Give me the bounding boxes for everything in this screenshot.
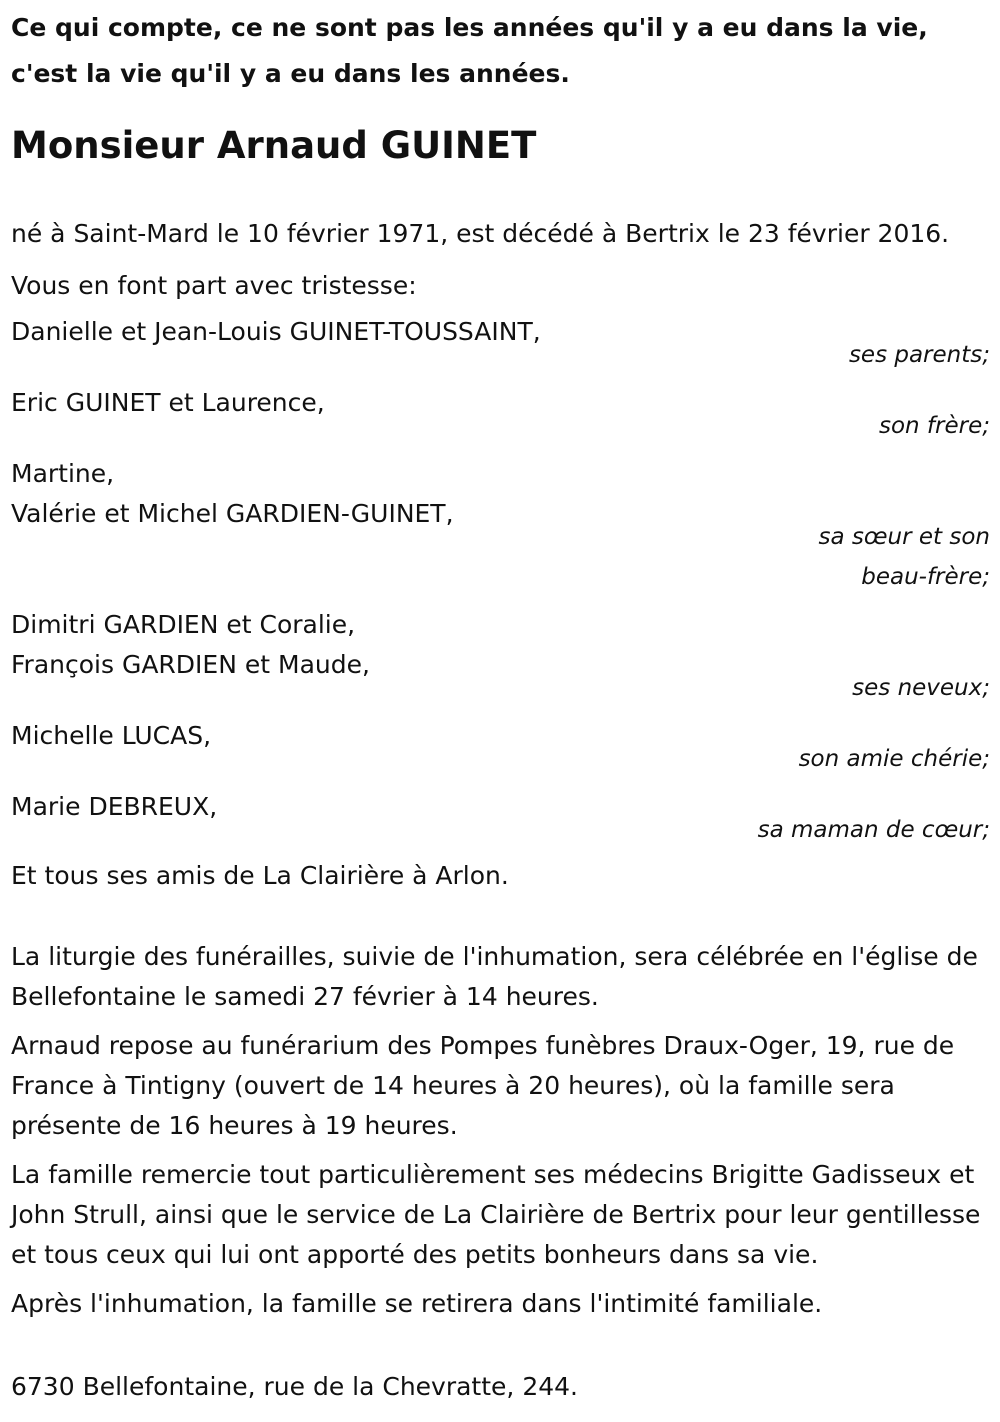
thanks-paragraph: La famille remercie tout particulièrement ses médecins Brigitte Gadisseux et John Strull, ainsi que le service de La Clairière de Bertrix pour leur gentillesse et tous ceux qui lui ont apporté des petits bonheurs dans sa vie. (11, 1160, 981, 1269)
family-entry-name: Valérie et Michel GARDIEN-GUINET, (11, 499, 454, 528)
family-entry-name: Martine, (11, 459, 115, 488)
quote-line-2: c'est la vie qu'il y a eu dans les années. (11, 59, 570, 88)
family-entry (11, 312, 990, 375)
family-entry (11, 605, 990, 708)
birth-death-statement: né à Saint-Mard le 10 février 1971, est décédé à Bertrix le 23 février 2016. (11, 219, 950, 248)
opening-quote (11, 0, 990, 97)
family-address: 6730 Bellefontaine, rue de la Chevratte, 244. (11, 1372, 578, 1401)
family-entry-name: Danielle et Jean-Louis GUINET-TOUSSAINT, (11, 317, 541, 346)
relation-line: ses neveux; (852, 675, 990, 701)
relation-line: son frère; (878, 413, 990, 439)
after-burial-paragraph: Après l'inhumation, la famille se retirera dans l'intimité familiale. (11, 1289, 823, 1318)
family-entry-name: François GARDIEN et Maude, (11, 650, 370, 679)
quote-line-1: Ce qui compte, ce ne sont pas les années qu'il y a eu dans la vie, (11, 13, 928, 42)
relation-line: sa sœur et son (818, 524, 990, 550)
family-entry-name: Michelle LUCAS, (11, 721, 212, 750)
relation-line: son amie chérie; (798, 746, 990, 772)
family-list (11, 312, 990, 850)
deceased-name: Monsieur Arnaud GUINET (11, 124, 537, 167)
family-entry (11, 383, 990, 446)
family-entry-name: Dimitri GARDIEN et Coralie, (11, 610, 356, 639)
relation-line: ses parents; (848, 342, 990, 368)
funerarium-paragraph: Arnaud repose au funérarium des Pompes funèbres Draux-Oger, 19, rue de France à Tintigny (ouvert de 14 heures à 20 heures), où la famille sera présente de 16 heures à 19 heures. (11, 1031, 955, 1140)
announcement-intro: Vous en font part avec tristesse: (11, 271, 417, 300)
friends-line: Et tous ses amis de La Clairière à Arlon. (11, 861, 509, 890)
family-entry-name: Marie DEBREUX, (11, 792, 218, 821)
relation-line: beau-frère; (861, 564, 990, 590)
family-entry (11, 716, 990, 779)
family-entry (11, 787, 990, 850)
funeral-paragraph: La liturgie des funérailles, suivie de l'inhumation, sera célébrée en l'église de Bellefontaine le samedi 27 février à 14 heures. (11, 942, 978, 1011)
family-entry (11, 454, 990, 597)
relation-line: sa maman de cœur; (757, 817, 990, 843)
family-entry-name: Eric GUINET et Laurence, (11, 388, 325, 417)
